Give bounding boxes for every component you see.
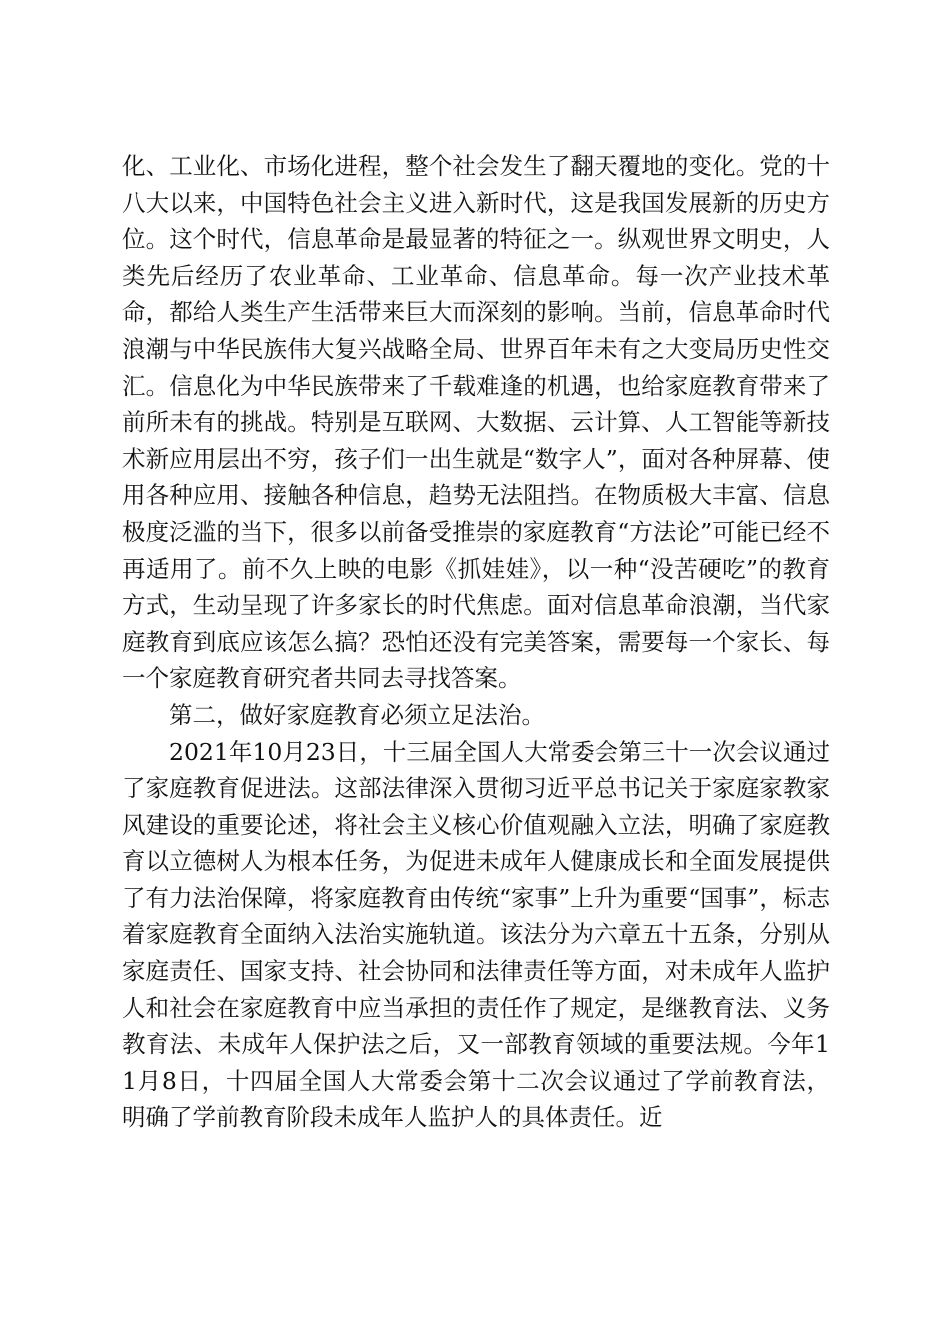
paragraph-information-revolution: 化、工业化、市场化进程，整个社会发生了翻天覆地的变化。党的十八大以来，中国特色社会主义进入新时代，这是我国发展新的历史方位。这个时代，信息革命是最显著的特征之一。纵观世界文明史，人类先后经历了农业革命、工业革命、信息革命。每一次产业技术革命，都给人类生产生活带来巨大而深刻的影响。当前，信息革命时代浪潮与中华民族伟大复兴战略全局、世界百年未有之大变局历史性交汇。信息化为中华民族带来了千载难逢的机遇，也给家庭教育带来了前所未有的挑战。特别是互联网、大数据、云计算、人工智能等新技术新应用层出不穷，孩子们一出生就是“数字人”，面对各种屏幕、使用各种应用、接触各种信息，趋势无法阻挡。在物质极大丰富、信息极度泛滥的当下，很多以前备受推崇的家庭教育“方法论”可能已经不再适用了。前不久上映的电影《抓娃娃》，以一种“没苦硬吃”的教育方式，生动呈现了许多家长的时代焦虑。面对信息革命浪潮，当代家庭教育到底应该怎么搞？恐怕还没有完美答案，需要每一个家长、每一个家庭教育研究者共同去寻找答案。: [122, 152, 830, 693]
section-heading-rule-of-law: 第二，做好家庭教育必须立足法治。: [169, 700, 545, 729]
document-page: [122, 148, 830, 1136]
paragraph-family-education-law: 2021年10月23日，十三届全国人大常委会第三十一次会议通过了家庭教育促进法。这部法律深入贯彻习近平总书记关于家庭家教家风建设的重要论述，将社会主义核心价值观融入立法，明确了家庭教育以立德树人为根本任务，为促进未成年人健康成长和全面发展提供了有力法治保障，将家庭教育由传统“家事”上升为重要“国事”，标志着家庭教育全面纳入法治实施轨道。该法分为六章五十五条，分别从家庭责任、国家支持、社会协同和法律责任等方面，对未成年人监护人和社会在家庭教育中应当承担的责任作了规定，是继教育法、义务教育法、未成年人保护法之后，又一部教育领域的重要法规。今年11月8日，十四届全国人大常委会第十二次会议通过了学前教育法，明确了学前教育阶段未成年人监护人的具体责任。近: [122, 737, 830, 1132]
